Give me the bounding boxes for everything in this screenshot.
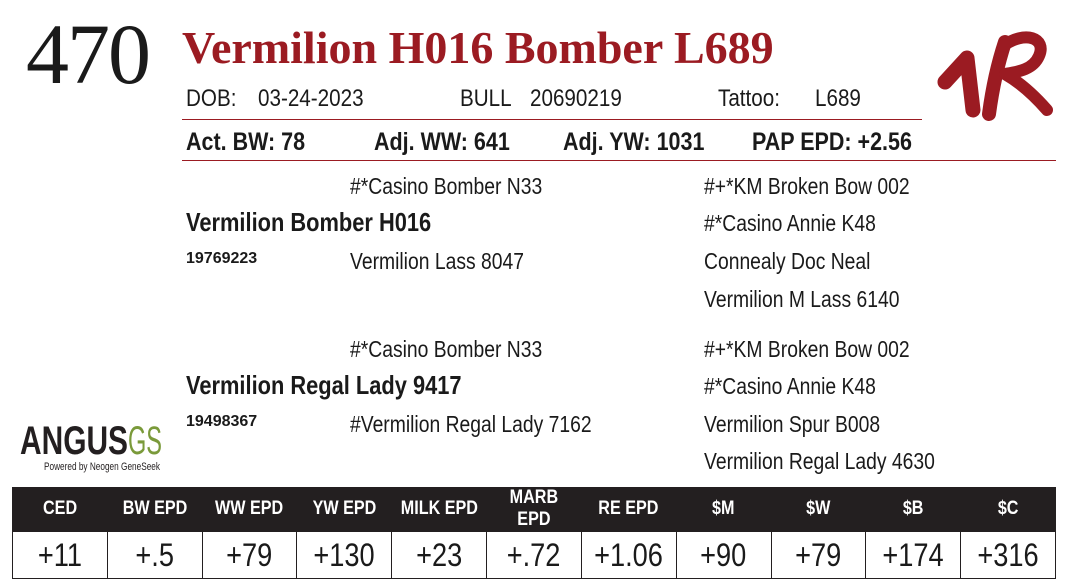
dam-sire-dam: #*Casino Annie K48: [704, 373, 876, 399]
epd-header-marb: MARB EPD: [487, 487, 582, 532]
epd-header-yw: YW EPD: [297, 487, 392, 532]
epd-value-w: +79: [771, 532, 866, 579]
sex-label: BULL: [460, 85, 512, 112]
sire-sire-name: #*Casino Bomber N33: [350, 173, 543, 199]
epd-value-ced: +11: [13, 532, 108, 579]
dam-name: Vermilion Regal Lady 9417: [186, 370, 462, 400]
epd-header-ced: CED: [13, 487, 108, 532]
epd-value-m: +90: [676, 532, 771, 579]
epd-header-milk: MILK EPD: [392, 487, 487, 532]
angus-gs-logo: [20, 418, 170, 476]
tattoo-label: Tattoo:: [718, 85, 780, 112]
animal-name: Vermilion H016 Bomber L689: [182, 22, 774, 73]
adjusted-weaning-weight: Adj. WW: 641: [374, 128, 510, 156]
registration-number: 20690219: [530, 85, 622, 112]
sire-registration: 19769223: [186, 250, 258, 267]
dam-registration: 19498367: [186, 413, 258, 430]
sire-sire-dam: #*Casino Annie K48: [704, 210, 876, 236]
dam-dam-sire: Vermilion Spur B008: [704, 411, 881, 437]
epd-header-c: $C: [961, 487, 1056, 532]
sire-dam-name: Vermilion Lass 8047: [350, 248, 524, 274]
epd-value-bw: +.5: [107, 532, 202, 579]
lot-number: 470: [26, 6, 149, 102]
sire-dam-dam: Vermilion M Lass 6140: [704, 286, 900, 312]
performance-divider: [182, 160, 1056, 161]
dob-value: 03-24-2023: [258, 85, 364, 112]
header-divider: [182, 119, 922, 120]
epd-value-yw: +130: [297, 532, 392, 579]
dam-dam-name: #Vermilion Regal Lady 7162: [350, 411, 592, 437]
genomic-tagline: Powered by Neogen GeneSeek: [44, 461, 161, 473]
sire-sire-sire: #+*KM Broken Bow 002: [704, 173, 910, 199]
angus-wordmark: ANGUS: [20, 419, 128, 463]
epd-header-bw: BW EPD: [107, 487, 202, 532]
gs-wordmark: GS: [128, 419, 162, 463]
dob-label: DOB:: [186, 85, 237, 112]
epd-header-w: $W: [771, 487, 866, 532]
dam-dam-dam: Vermilion Regal Lady 4630: [704, 448, 935, 474]
epd-value-marb: +.72: [487, 532, 582, 579]
dam-sire-name: #*Casino Bomber N33: [350, 336, 543, 362]
epd-header-re: RE EPD: [581, 487, 676, 532]
adjusted-yearling-weight: Adj. YW: 1031: [563, 128, 705, 156]
sire-name: Vermilion Bomber H016: [186, 207, 432, 237]
actual-birth-weight: Act. BW: 78: [186, 128, 306, 156]
epd-value-ww: +79: [202, 532, 297, 579]
epd-header-m: $M: [676, 487, 771, 532]
sire-dam-sire: Connealy Doc Neal: [704, 248, 871, 274]
epd-value-row: [13, 532, 1056, 579]
pap-epd: PAP EPD: +2.56: [752, 128, 912, 156]
epd-header-b: $B: [866, 487, 961, 532]
epd-value-b: +174: [866, 532, 961, 579]
epd-value-re: +1.06: [581, 532, 676, 579]
epd-table: [12, 487, 1056, 579]
epd-header-ww: WW EPD: [202, 487, 297, 532]
epd-header-row: [13, 487, 1056, 532]
vr-brand-logo-icon: [935, 14, 1053, 132]
epd-value-milk: +23: [392, 532, 487, 579]
tattoo-value: L689: [815, 85, 861, 112]
dam-sire-sire: #+*KM Broken Bow 002: [704, 336, 910, 362]
epd-value-c: +316: [961, 532, 1056, 579]
